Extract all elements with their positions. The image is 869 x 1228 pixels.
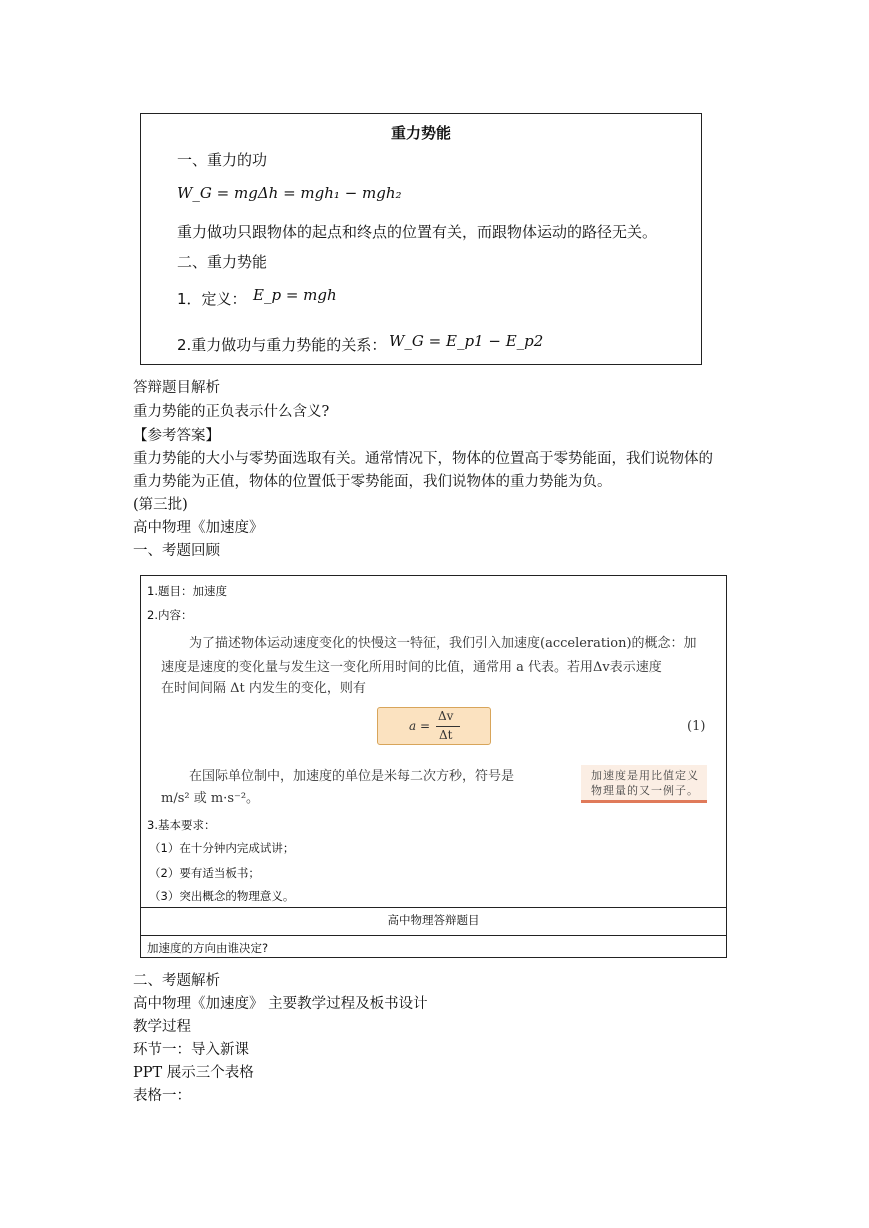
table-divider-1 <box>141 907 726 908</box>
gravity-potential-energy-box <box>140 113 702 365</box>
review-heading: 一、考题回顾 <box>133 543 220 559</box>
textbook-excerpt <box>141 576 726 808</box>
step-one: 环节一：导入新课 <box>133 1042 249 1058</box>
excerpt-line-2: 速度是速度的变化量与发生这一变化所用时间的比值，通常用 a 代表。若用Δv表示速度 <box>161 660 662 675</box>
definition-formula: E_p = mgh <box>253 286 337 304</box>
table-one-label: 表格一： <box>133 1088 191 1104</box>
definition-label: 1．定义： <box>177 290 247 308</box>
exam-question-box <box>140 575 727 958</box>
ppt-note: PPT 展示三个表格 <box>133 1065 254 1081</box>
defense-title: 高中物理答辩题目 <box>387 913 480 927</box>
margin-note-text: 加速度是用比值定义物理量的又一例子。 <box>591 769 699 797</box>
acceleration-formula <box>377 707 491 745</box>
content-label: 2.内容： <box>147 608 193 622</box>
lesson-title: 高中物理《加速度》 <box>133 520 264 536</box>
teaching-process-label: 教学过程 <box>133 1019 191 1035</box>
unit-line-1: 在国际单位制中，加速度的单位是米每二次方秒，符号是 <box>189 769 515 784</box>
formula-lhs: a = <box>409 719 431 733</box>
requirements-label: 3.基本要求： <box>147 818 216 832</box>
fraction-bar <box>436 726 460 727</box>
reference-answer-label: 【参考答案】 <box>133 428 220 444</box>
excerpt-line-1: 为了描述物体运动速度变化的快慢这一特征，我们引入加速度(acceleration)的概念：加 <box>189 636 697 651</box>
answer-line-1: 重力势能的大小与零势面选取有关。通常情况下，物体的位置高于零势能面，我们说物体的 <box>133 451 713 467</box>
section-heading-work: 一、重力的功 <box>177 151 268 169</box>
work-formula: W_G = mgΔh = mgh₁ − mgh₂ <box>177 184 402 202</box>
requirement-2: （2）要有适当板书； <box>149 866 260 880</box>
margin-note <box>581 765 707 803</box>
teaching-process-title: 高中物理《加速度》 主要教学过程及板书设计 <box>133 996 428 1012</box>
table-divider-2 <box>141 935 726 936</box>
margin-note-underline <box>581 800 707 803</box>
box-title: 重力势能 <box>390 124 451 142</box>
defense-question: 重力势能的正负表示什么含义? <box>133 404 330 420</box>
answer-line-2: 重力势能为正值，物体的位置低于零势能面，我们说物体的重力势能为负。 <box>133 474 612 490</box>
batch-label: (第三批) <box>133 497 188 513</box>
equation-number: (1) <box>687 719 706 734</box>
excerpt-line-3: 在时间间隔 Δt 内发生的变化，则有 <box>161 681 366 696</box>
analysis-heading: 二、考题解析 <box>133 973 220 989</box>
section-heading-pe: 二、重力势能 <box>177 253 268 271</box>
defense-analysis-heading: 答辩题目解析 <box>133 380 220 396</box>
relation-formula: W_G = E_p1 − E_p2 <box>389 332 544 350</box>
requirement-3: （3）突出概念的物理意义。 <box>149 889 295 903</box>
formula-denominator: Δt <box>439 728 453 742</box>
topic-line: 1.题目：加速度 <box>147 584 227 598</box>
relation-label: 2.重力做功与重力势能的关系： <box>177 336 387 354</box>
formula-numerator: Δv <box>438 709 454 723</box>
unit-line-2: m/s² 或 m·s⁻²。 <box>161 791 260 806</box>
requirement-1: （1）在十分钟内完成试讲； <box>149 841 295 855</box>
defense-question-cell: 加速度的方向由谁决定? <box>147 941 269 955</box>
work-path-statement: 重力做功只跟物体的起点和终点的位置有关，而跟物体运动的路径无关。 <box>177 223 658 241</box>
